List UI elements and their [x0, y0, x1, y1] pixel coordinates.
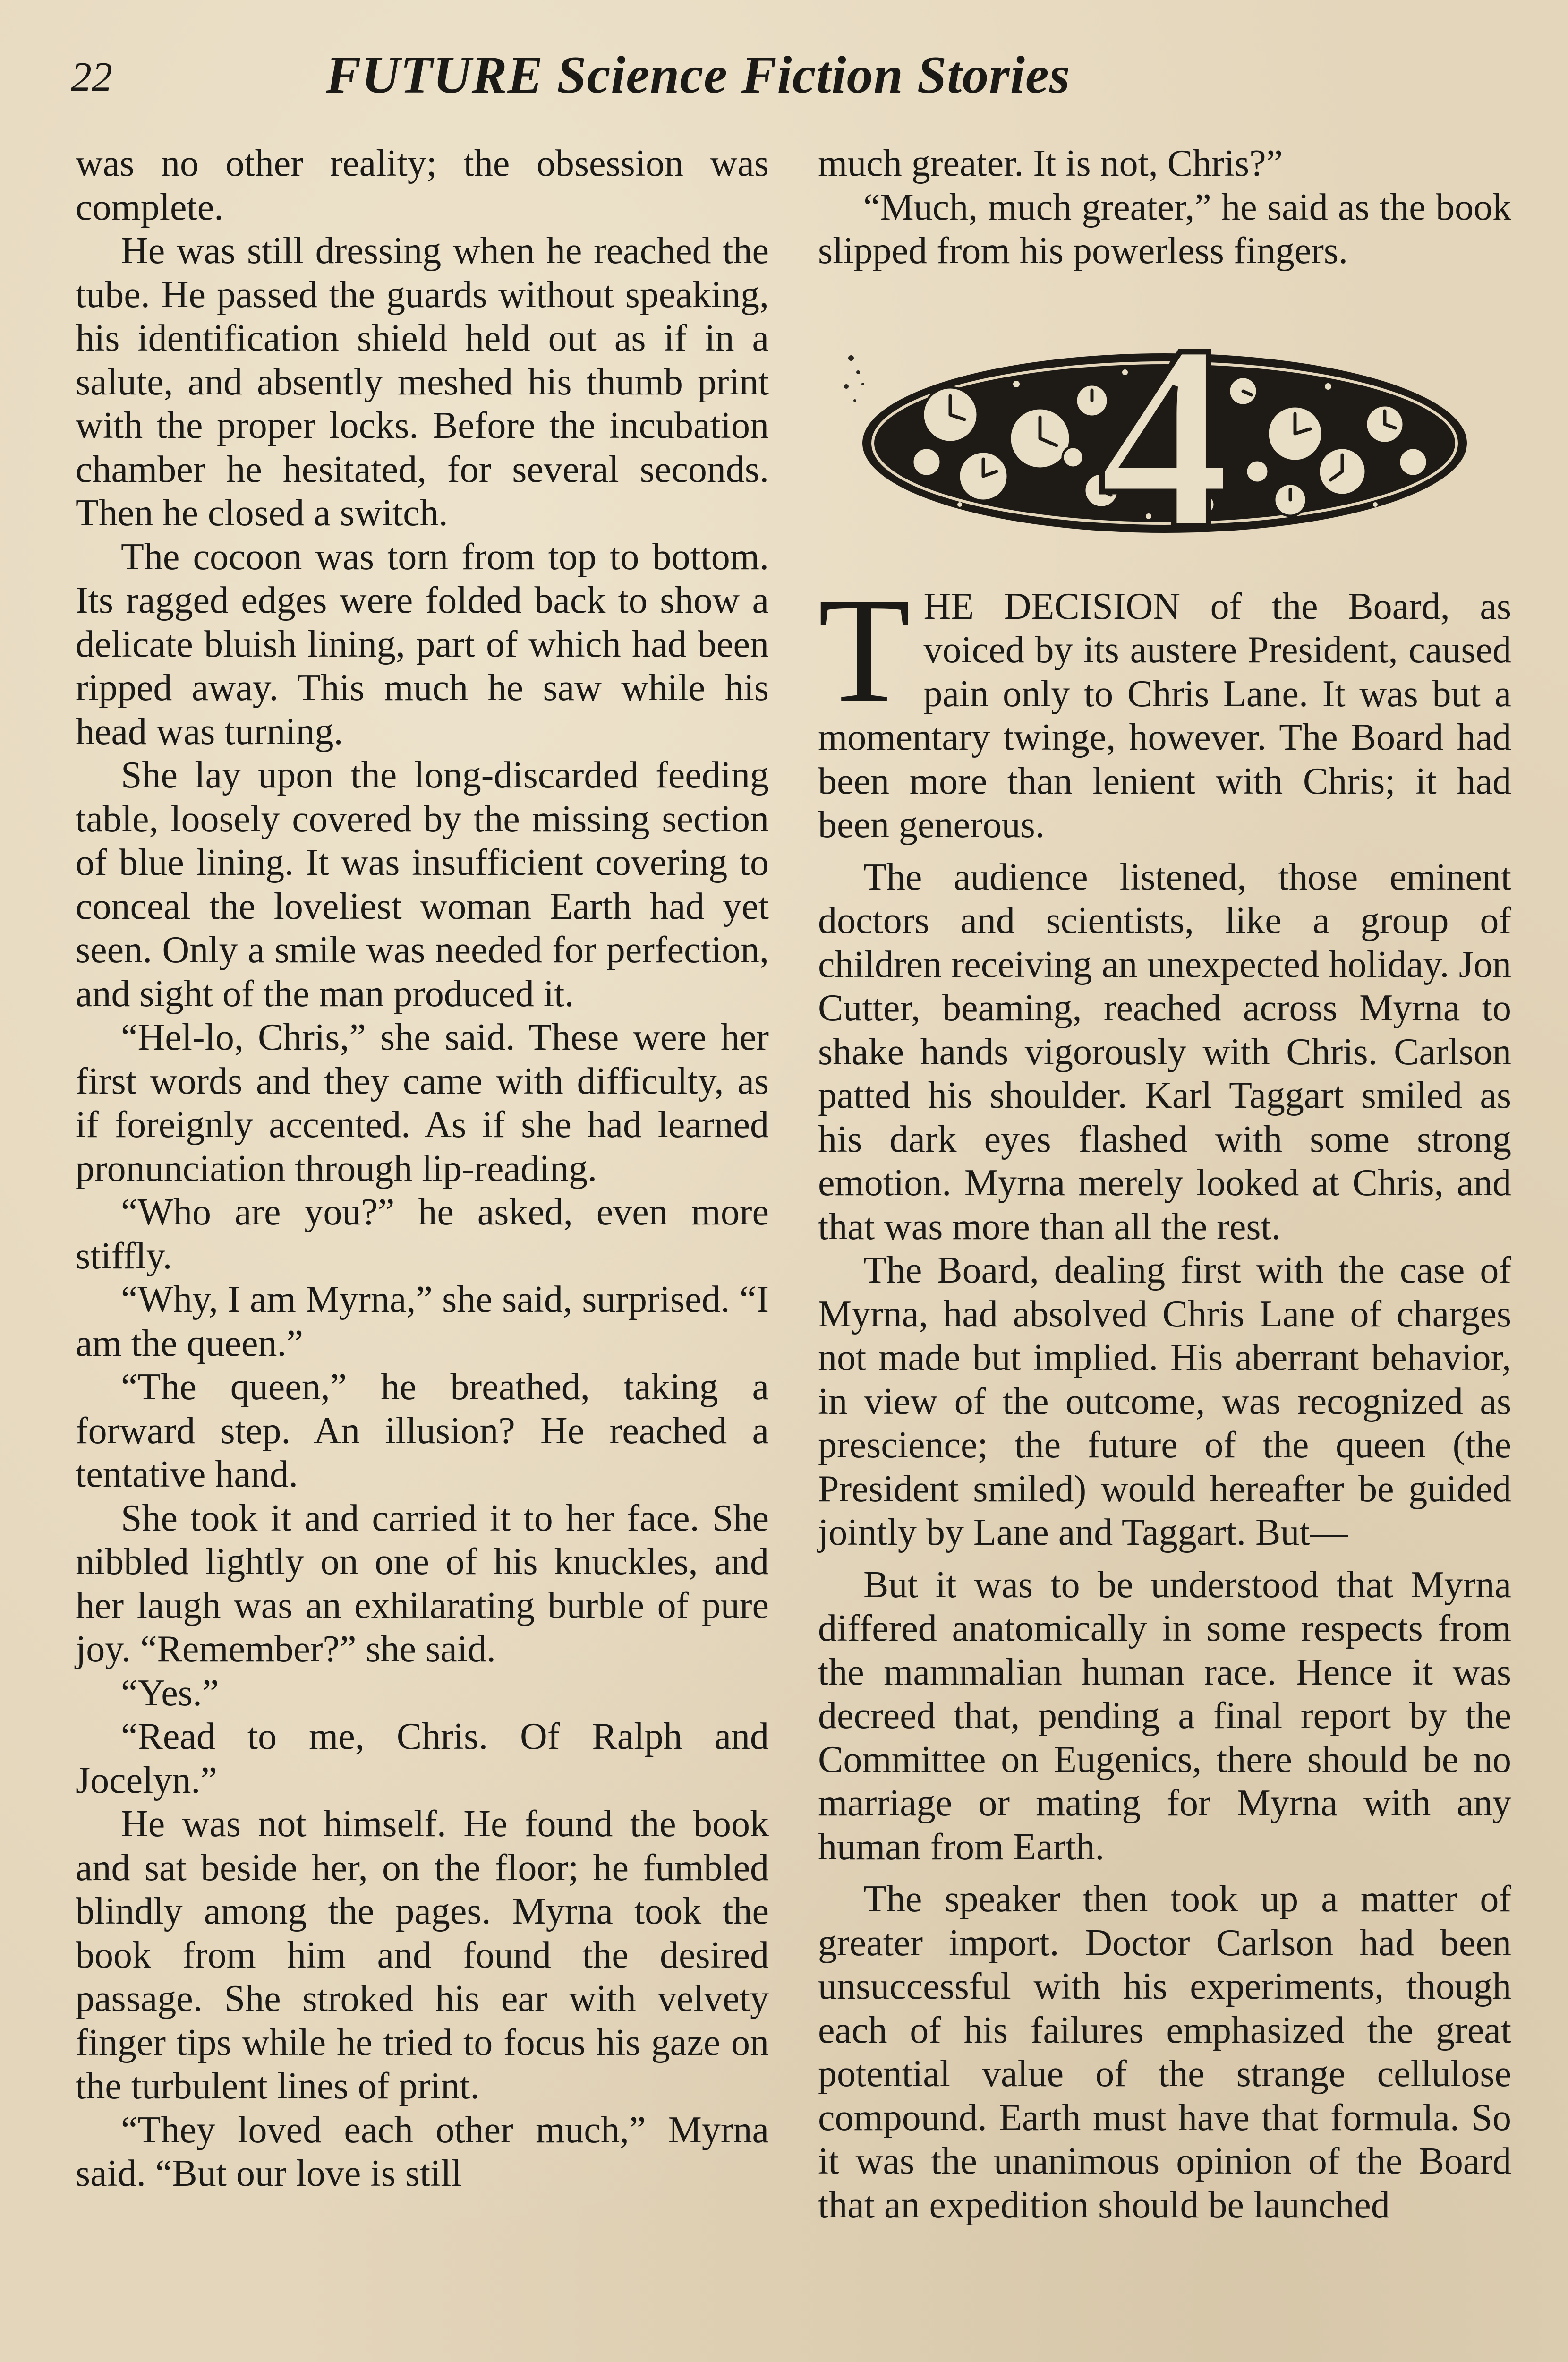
body-paragraph: “Hel-lo, Chris,” she said. These were her first words and they came with difficulty, as if foreignly accented. As if she had learned pronunciation through lip-reading.	[76, 1017, 769, 1190]
page-header	[71, 45, 1507, 111]
section-opening	[818, 566, 1511, 847]
body-paragraph: “Why, I am Myrna,” she said, surprised. “I am the queen.”	[76, 1279, 769, 1364]
body-paragraph: “Read to me, Chris. Of Ralph and Jocelyn.”	[76, 1716, 769, 1801]
body-paragraph: He was still dressing when he reached the tube. He passed the guards without speaking, his identification shield held out as if in a salute, and absently meshed his thumb print with the proper locks. Before the incubation chamber he hesitated, for several seconds. Then he closed a switch.	[76, 230, 769, 534]
body-paragraph: But it was to be understood that Myrna differed anatomically in some respects from the mammalian human race. Hence it was decreed that, pending a final report by the Committee on Eugenics, there should be no marriage or mating for Myrna with any human from Earth.	[818, 1564, 1511, 1868]
page-number: 22	[71, 54, 112, 100]
body-paragraph: was no other reality; the obsession was complete.	[76, 143, 769, 228]
left-column	[76, 142, 769, 2196]
body-paragraph: “The queen,” he breathed, taking a forward step. An illusion? He reached a tentative hand.	[76, 1366, 769, 1495]
drop-cap: T	[818, 566, 911, 734]
body-paragraph: “Yes.”	[121, 1672, 219, 1714]
section-number-shape	[1099, 301, 1231, 566]
body-paragraph: The speaker then took up a matter of greater import. Doctor Carlson had been unsuccessful with his experiments, though each of his failures emphasized the great potential value of the strange cellulose compound. Earth must have that formula. So it was the unanimous opinion of the Board that an expedition should be launched	[818, 1878, 1511, 2226]
body-paragraph: He was not himself. He found the book and sat beside her, on the floor; he fumbled blindly among the pages. Myrna took the book from him and found the desired passage. She stroked his ear with velvety finger tips while he tried to focus his gaze on the turbulent lines of print.	[76, 1803, 769, 2107]
body-paragraph: The cocoon was torn from top to bottom. Its ragged edges were folded back to show a delicate bluish lining, part of which had been ripped away. This much he saw while his head was turning.	[76, 536, 769, 753]
body-paragraph: “Who are you?” he asked, even more stiffly.	[76, 1191, 769, 1277]
speckle-marks	[844, 355, 864, 402]
body-paragraph: much greater. It is not, Chris?”	[818, 143, 1283, 184]
magazine-title: FUTURE Science Fiction Stories	[326, 46, 1071, 104]
body-paragraph: The Board, dealing first with the case of Myrna, had absolved Chris Lane of charges not made but implied. His aberrant behavior, in view of the outcome, was recognized as prescience; the future of the queen (the President smiled) would hereafter be guided jointly by Lane and Taggart. But—	[818, 1249, 1511, 1553]
body-paragraph: She lay upon the long-discarded feeding table, loosely covered by the missing section of blue lining. It was insufficient covering to conceal the loveliest woman Earth had yet seen. Only a smile was needed for perfection, and sight of the man produced it.	[76, 754, 769, 1015]
body-paragraph: “Much, much greater,” he said as the book slipped from his powerless fingers.	[818, 186, 1511, 272]
body-paragraph: The audience listened, those eminent doctors and scientists, like a group of children receiving an unexpected holiday. Jon Cutter, beaming, reached across Myrna to shake hands vigorously with Chris. Carlson patted his shoulder. Karl Taggart smiled as his dark eyes flashed with some strong emotion. Myrna merely looked at Chris, and that was more than all the rest.	[818, 856, 1511, 1248]
body-paragraph: She took it and carried it to her face. She nibbled lightly on one of his knuckles, and her laugh was an exhilarating burble of pure joy. “Remember?” she said.	[76, 1497, 769, 1670]
right-column	[818, 142, 1511, 2227]
section-clock-ornament	[818, 301, 1511, 566]
body-paragraph: “They loved each other much,” Myrna said. “But our love is still	[76, 2109, 769, 2194]
opening-paragraph: HE DECISION of the Board, as voiced by its austere President, caused pain only to Chris Lane. It was but a momentary twinge, however. The Board had been more than lenient with Chris; it had been generous.	[818, 585, 1511, 846]
section-number: 4	[1099, 301, 1231, 566]
